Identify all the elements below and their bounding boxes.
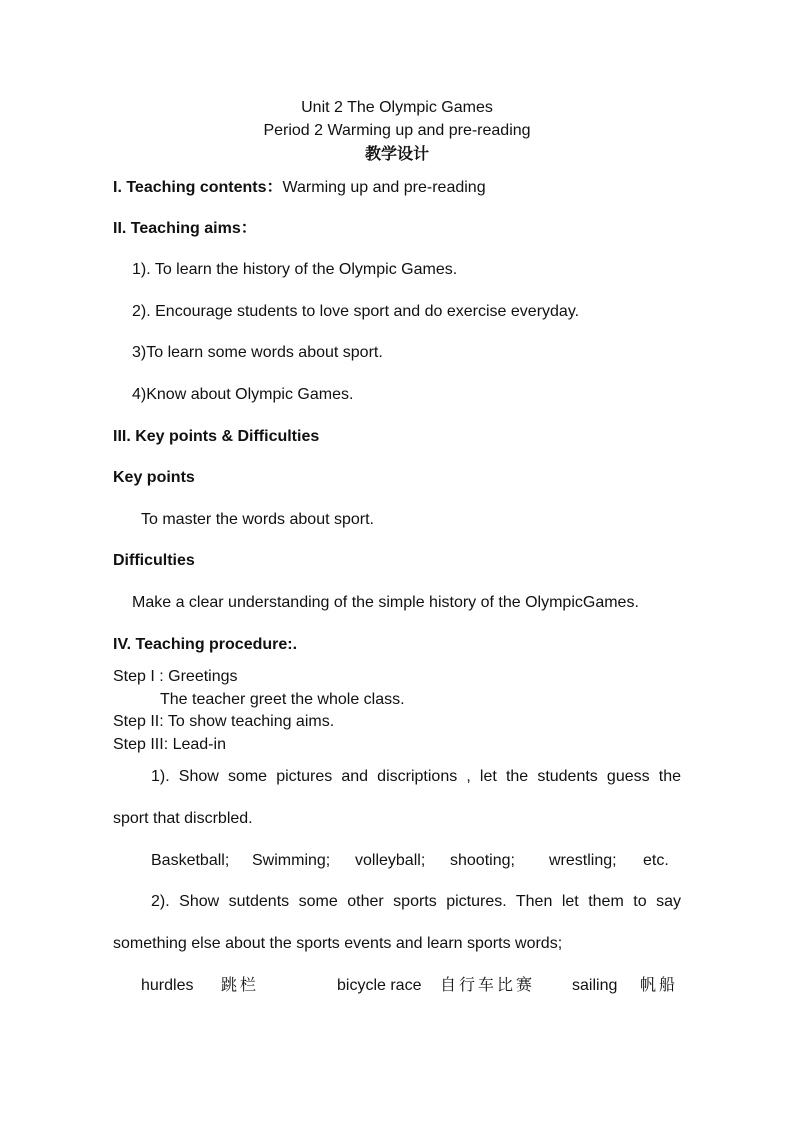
key-points-label: Key points xyxy=(113,469,195,486)
sport-item: Basketball; xyxy=(151,852,230,869)
section-teaching-contents xyxy=(113,178,486,198)
difficulties-label: Difficulties xyxy=(113,552,195,569)
aim-item: 1). To learn the history of the Olympic Games. xyxy=(132,261,458,278)
sport-item: volleyball; xyxy=(355,852,426,869)
section-label: I. Teaching contents： xyxy=(113,179,283,196)
step-2: Step II: To show teaching aims. xyxy=(113,713,335,730)
step-1: Step I : Greetings xyxy=(113,668,238,685)
aim-item: 3)To learn some words about sport. xyxy=(132,344,383,361)
difficulties-text: Make a clear understanding of the simple history of the OlympicGames. xyxy=(132,594,639,611)
sport-item: etc. xyxy=(643,852,669,869)
title-period: Period 2 Warming up and pre-reading xyxy=(263,122,531,139)
vocab-chinese: 跳栏 xyxy=(221,977,260,994)
aim-item: 2). Encourage students to love sport and do exercise everyday. xyxy=(132,303,580,320)
vocab-chinese: 自行车比赛 xyxy=(440,977,536,994)
key-points-text: To master the words about sport. xyxy=(141,511,374,528)
section-value: Warming up and pre-reading xyxy=(282,179,486,196)
vocab-english: bicycle race xyxy=(337,977,422,994)
sport-item: Swimming; xyxy=(252,852,331,869)
lead-in-paragraph-2-line-2: something else about the sports events and learn sports words; xyxy=(113,935,563,952)
section-teaching-aims-label: II. Teaching aims： xyxy=(113,220,257,237)
sport-item: wrestling; xyxy=(549,852,617,869)
step-1-detail: The teacher greet the whole class. xyxy=(160,691,405,708)
step-3: Step III: Lead-in xyxy=(113,736,226,753)
section-key-points-difficulties-label: III. Key points & Difficulties xyxy=(113,428,320,445)
sport-item: shooting; xyxy=(450,852,515,869)
lead-in-paragraph-1-line-1: 1). Show some pictures and discriptions , let the students guess the xyxy=(151,768,681,785)
vocab-chinese: 帆船 xyxy=(640,977,679,994)
aim-item: 4)Know about Olympic Games. xyxy=(132,386,354,403)
lead-in-paragraph-2-line-1: 2). Show sutdents some other sports pictures. Then let them to say xyxy=(151,893,681,910)
vocab-english: sailing xyxy=(572,977,618,994)
vocab-english: hurdles xyxy=(141,977,194,994)
lead-in-paragraph-1-line-2: sport that discrbled. xyxy=(113,810,253,827)
section-teaching-procedure-label: IV. Teaching procedure:. xyxy=(113,636,298,653)
title-unit: Unit 2 The Olympic Games xyxy=(301,99,493,116)
title-chinese: 教学设计 xyxy=(364,146,429,163)
